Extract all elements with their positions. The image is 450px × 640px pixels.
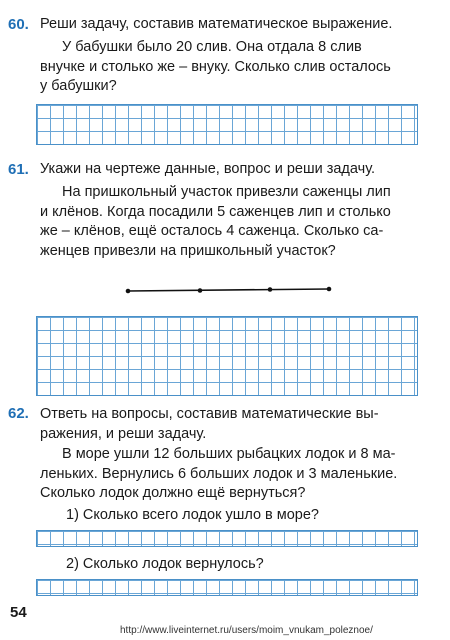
task-60-line: у бабушки? xyxy=(40,78,117,94)
task-61-number: 61. xyxy=(8,161,29,178)
task-60-title: Реши задачу, составив математическое выражение. xyxy=(40,16,393,32)
segment-line xyxy=(128,289,329,291)
task-60-number: 60. xyxy=(8,16,29,33)
task-61-title: Укажи на чертеже данные, вопрос и реши задачу. xyxy=(40,161,376,177)
question-1: 1) Сколько всего лодок ушло в море? xyxy=(66,507,319,523)
page-number: 54 xyxy=(10,604,27,621)
task-61-line: же – клёнов, ещё осталось 4 саженца. Сколько са- xyxy=(40,223,384,239)
task-62-title-line: ражения, и реши задачу. xyxy=(40,425,207,442)
segment-point xyxy=(268,287,273,292)
task-61-line: На пришкольный участок привезли саженцы лип xyxy=(62,184,391,200)
task-62-line: Сколько лодок должно ещё вернуться? xyxy=(40,485,306,501)
task-62-title-line: Ответь на вопросы, составив математические вы- xyxy=(40,406,379,422)
task-60-line: внучке и столько же – внуку. Сколько слив осталось xyxy=(40,58,391,75)
task-62-title xyxy=(40,405,420,444)
task-62-number: 62. xyxy=(8,405,29,422)
segment-point xyxy=(327,287,332,292)
task-62-line: В море ушли 12 больших рыбацких лодок и 8 ма- xyxy=(62,446,396,462)
task-60-line: У бабушки было 20 слив. Она отдала 8 слив xyxy=(62,39,362,55)
task-61-line: женцев привезли на пришкольный участок? xyxy=(40,242,336,259)
segment-point xyxy=(198,288,203,293)
task-62-line: леньких. Вернулись 6 больших лодок и 3 маленькие. xyxy=(40,465,398,482)
answer-grid-61[interactable] xyxy=(36,316,418,396)
answer-grid-62-q1[interactable] xyxy=(36,530,418,547)
question-2: 2) Сколько лодок вернулось? xyxy=(66,556,264,572)
task-62-text xyxy=(40,445,420,504)
segment-point xyxy=(126,289,131,294)
footer-url: http://www.liveinternet.ru/users/moim_vnukam_poleznoe/ xyxy=(120,625,373,636)
answer-grid-62-q2[interactable] xyxy=(36,579,418,596)
task-61-line: и клёнов. Когда посадили 5 саженцев лип и столько xyxy=(40,203,391,220)
